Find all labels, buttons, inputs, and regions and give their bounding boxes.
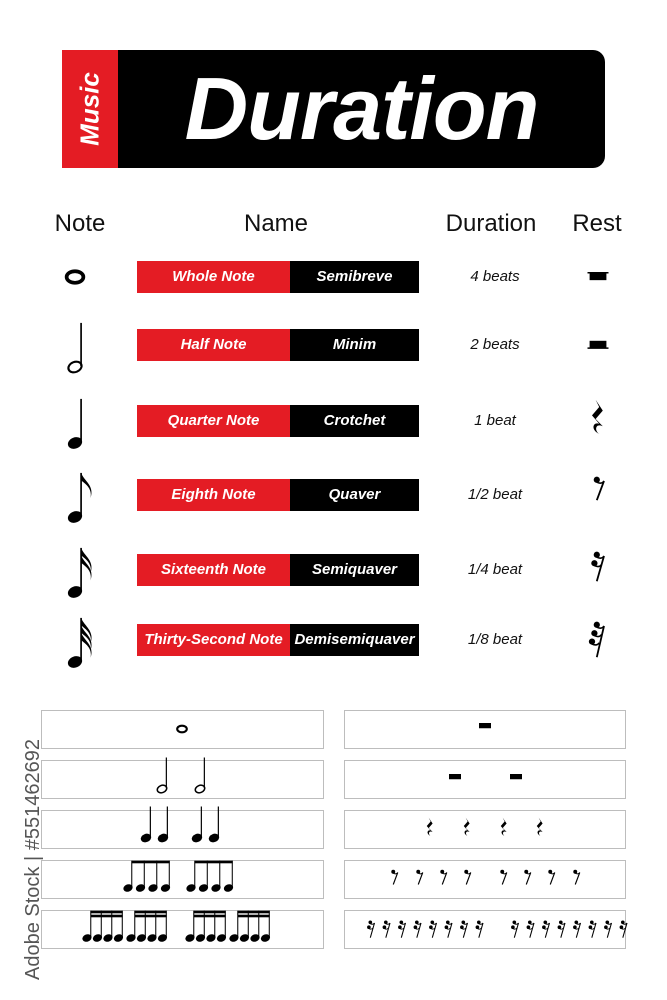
duration-value: 2 beats bbox=[470, 336, 520, 353]
american-name: Whole Note bbox=[137, 261, 290, 293]
whole-note-head bbox=[177, 726, 187, 733]
note-example-3 bbox=[123, 861, 234, 893]
beam bbox=[238, 915, 270, 918]
rest-dot bbox=[594, 552, 600, 558]
rest-stem bbox=[597, 626, 604, 657]
rest-dot bbox=[476, 925, 480, 929]
rest-dot bbox=[542, 925, 546, 929]
note-example-4 bbox=[82, 911, 271, 943]
rest-dot bbox=[589, 638, 595, 644]
duration-value: 1 beat bbox=[474, 412, 516, 429]
rest-dot bbox=[511, 925, 515, 929]
half-rest bbox=[449, 774, 461, 779]
rest-stem bbox=[561, 923, 565, 938]
rest-dot bbox=[367, 925, 371, 929]
rest-symbol-5 bbox=[589, 622, 604, 658]
rest-stem bbox=[545, 923, 549, 938]
american-name: Eighth Note bbox=[137, 479, 290, 511]
note-example-2 bbox=[140, 807, 220, 844]
rest-stem bbox=[432, 923, 436, 938]
rest-dot bbox=[604, 925, 608, 929]
banner-label: Music bbox=[74, 72, 105, 146]
american-name: Sixteenth Note bbox=[137, 554, 290, 586]
rest-dot bbox=[383, 925, 387, 929]
british-name: Crotchet bbox=[290, 405, 419, 437]
rest-dot bbox=[559, 920, 563, 924]
rest-dot bbox=[399, 920, 403, 924]
quarter-rest bbox=[427, 818, 433, 837]
rest-symbol-0 bbox=[588, 273, 609, 280]
rest-stem bbox=[401, 923, 405, 938]
rest-dot bbox=[398, 925, 402, 929]
rest-example-4 bbox=[367, 920, 627, 937]
whole-note-head bbox=[67, 271, 84, 283]
beam bbox=[195, 861, 233, 864]
note-symbol-3 bbox=[67, 473, 92, 524]
rest-dot bbox=[589, 925, 593, 929]
british-name: Demisemiquaver bbox=[290, 624, 419, 656]
rest-dot bbox=[461, 920, 465, 924]
beam bbox=[135, 911, 167, 914]
rest-dot bbox=[464, 870, 468, 874]
rest-dot bbox=[416, 870, 420, 874]
note-flag bbox=[81, 473, 91, 498]
rest-dot bbox=[430, 920, 434, 924]
american-name: Half Note bbox=[137, 329, 290, 361]
note-symbol-2 bbox=[67, 399, 83, 450]
note-example-0 bbox=[177, 726, 187, 733]
rest-stem bbox=[417, 923, 421, 938]
rest-dot bbox=[573, 870, 577, 874]
american-name: Quarter Note bbox=[137, 405, 290, 437]
rest-dot bbox=[574, 920, 578, 924]
rest-dot bbox=[621, 920, 625, 924]
beam bbox=[132, 861, 170, 864]
rest-stem bbox=[479, 923, 483, 938]
rest-dot bbox=[414, 925, 418, 929]
duration-value: 1/4 beat bbox=[467, 561, 523, 578]
whole-rest bbox=[479, 723, 491, 728]
rest-dot bbox=[558, 925, 562, 929]
rest-stem bbox=[514, 923, 518, 938]
rest-example-2 bbox=[427, 818, 543, 837]
beam bbox=[91, 915, 123, 918]
rest-dot bbox=[620, 925, 624, 929]
rest-dot bbox=[548, 870, 552, 874]
quarter-rest bbox=[537, 818, 543, 837]
beam bbox=[91, 911, 123, 914]
beam bbox=[194, 911, 226, 914]
rest-dot bbox=[391, 870, 395, 874]
note-symbol-4 bbox=[67, 548, 92, 599]
rest-dot bbox=[528, 920, 532, 924]
quarter-rest bbox=[592, 400, 603, 435]
rest-stem bbox=[463, 923, 467, 938]
beam bbox=[135, 915, 167, 918]
british-name: Minim bbox=[290, 329, 419, 361]
rest-dot bbox=[591, 630, 597, 636]
rest-stem bbox=[448, 923, 452, 938]
header-rest: Rest bbox=[572, 210, 622, 237]
rest-stem bbox=[530, 923, 534, 938]
rest-stem bbox=[607, 923, 611, 938]
note-symbol-1 bbox=[67, 323, 83, 374]
whole-rest bbox=[590, 273, 607, 280]
rest-symbol-1 bbox=[588, 341, 609, 348]
header-note: Note bbox=[54, 210, 106, 237]
note-example-1 bbox=[156, 758, 206, 795]
rest-dot bbox=[429, 925, 433, 929]
rest-stem bbox=[370, 923, 374, 938]
beam bbox=[238, 911, 270, 914]
rest-dot bbox=[512, 920, 516, 924]
rest-dot bbox=[527, 925, 531, 929]
page-title: Duration bbox=[184, 59, 539, 158]
duration-value: 1/8 beat bbox=[467, 631, 523, 648]
rest-stem bbox=[576, 923, 580, 938]
half-rest bbox=[590, 341, 607, 348]
rest-symbol-3 bbox=[594, 477, 604, 501]
duration-value: 1/2 beat bbox=[467, 486, 523, 503]
rest-example-3 bbox=[391, 870, 579, 885]
rest-dot bbox=[605, 920, 609, 924]
rest-dot bbox=[446, 920, 450, 924]
rest-stem bbox=[623, 923, 627, 938]
watermark: Adobe Stock | #551462692 bbox=[22, 739, 44, 980]
duration-value: 4 beats bbox=[470, 268, 520, 285]
quarter-rest bbox=[501, 818, 507, 837]
british-name: Semiquaver bbox=[290, 554, 419, 586]
rest-stem bbox=[386, 923, 390, 938]
rest-dot bbox=[445, 925, 449, 929]
rest-dot bbox=[594, 477, 600, 483]
rest-dot bbox=[440, 870, 444, 874]
header-duration: Duration bbox=[445, 210, 537, 237]
rest-example-1 bbox=[449, 774, 522, 779]
rest-dot bbox=[460, 925, 464, 929]
rest-dot bbox=[591, 560, 597, 566]
rest-dot bbox=[590, 920, 594, 924]
quarter-rest bbox=[464, 818, 470, 837]
british-name: Semibreve bbox=[290, 261, 419, 293]
rest-dot bbox=[368, 920, 372, 924]
note-symbol-5 bbox=[67, 618, 92, 669]
rest-dot bbox=[524, 870, 528, 874]
rest-dot bbox=[477, 920, 481, 924]
header-name: Name bbox=[243, 210, 309, 237]
rest-symbol-2 bbox=[592, 400, 603, 435]
rest-example-0 bbox=[479, 723, 491, 728]
half-rest bbox=[510, 774, 522, 779]
beam bbox=[194, 915, 226, 918]
british-name: Quaver bbox=[290, 479, 419, 511]
rest-dot bbox=[415, 920, 419, 924]
rest-dot bbox=[500, 870, 504, 874]
rest-stem bbox=[597, 556, 604, 581]
rest-dot bbox=[543, 920, 547, 924]
rest-stem bbox=[592, 923, 596, 938]
note-symbol-0 bbox=[67, 271, 84, 283]
rest-symbol-4 bbox=[591, 552, 604, 582]
rest-dot bbox=[594, 622, 600, 628]
rest-dot bbox=[573, 925, 577, 929]
american-name: Thirty-Second Note bbox=[137, 624, 290, 656]
rest-dot bbox=[384, 920, 388, 924]
